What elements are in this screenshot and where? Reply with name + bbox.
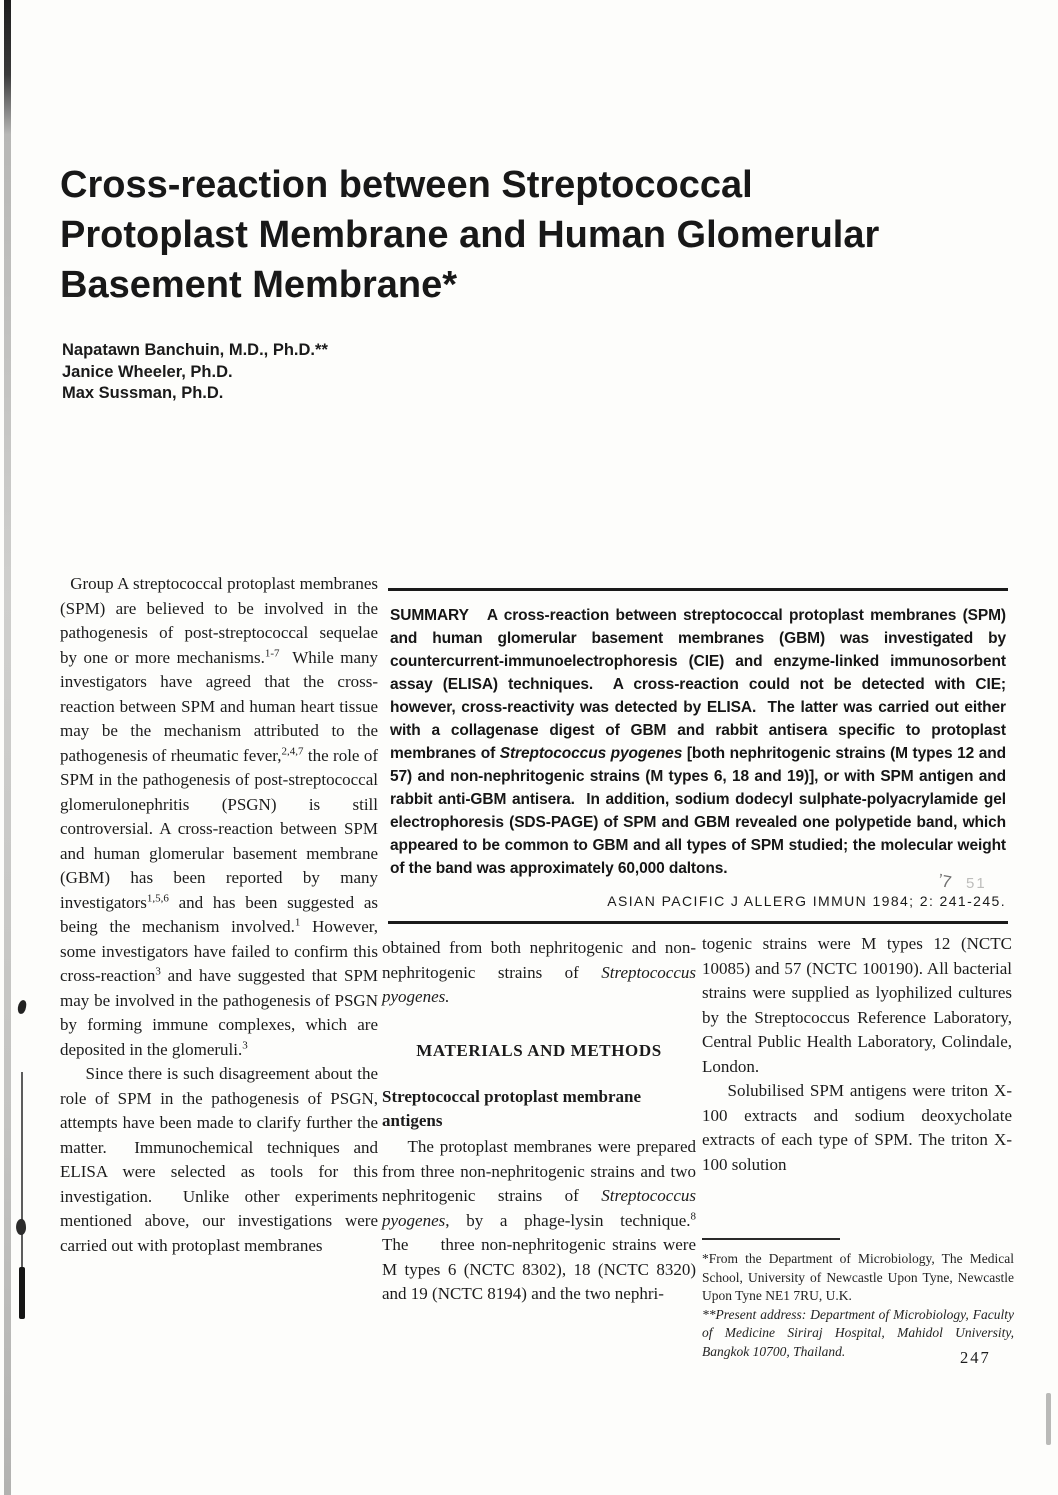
footnote-present-address: **Present address: Department of Microbiology, Faculty of Medicine Siriraj Hospital, Mahidol University, Bangkok 10700, Thailand.: [702, 1306, 1014, 1359]
article-title-line: Basement Membrane*: [60, 264, 458, 306]
summary-box: [388, 588, 1008, 924]
author-line: Max Sussman, Ph.D.: [62, 384, 224, 402]
scan-line-artifact: [21, 1072, 23, 1296]
right-column: [702, 932, 1012, 1177]
scan-edge-stripe: [4, 0, 11, 1495]
scan-ink-mark: [19, 1267, 25, 1319]
scan-ink-blob: [15, 1219, 27, 1236]
footnote-rule: [702, 1238, 840, 1240]
article-title-line: Protoplast Membrane and Human Glomerular: [60, 214, 880, 256]
summary-label: SUMMARY: [390, 607, 469, 624]
strains-paragraph: togenic strains were M types 12 (NCTC 10085) and 57 (NCTC 100190). All bacterial strains were supplied as lyophilized cultures by the Streptococcus Reference Laboratory, Central Public Health Laboratory, Colindale, London.: [702, 934, 1012, 1076]
continuation-paragraph: obtained from both nephritogenic and non-nephritogenic strains of Streptococcus pyogenes.: [382, 938, 696, 1006]
pencil-annotation: 51: [966, 875, 987, 892]
summary-body: A cross-reaction between streptococcal protoplast membranes (SPM) and human glomerular basement membranes (GBM) was investigated by countercurrent-immunoelectrophoresis (CIE) and enzyme-linked immunosorbent assay (ELISA) techniques. A cross-reaction could not be detected with CIE; however, cross-reactivity was detected by ELISA. The latter was carried out either with a collagenase digest of GBM and rabbit antisera specific to protoplast membranes of Streptococcus pyogenes [both nephritogenic strains (M types 12 and 57) and non-nephritogenic strains (M types 6, 18 and 19)], or with SPM antigen and rabbit anti-GBM antisera. In addition, sodium dodecyl sulphate-polyacrylamide gel electrophoresis (SDS-PAGE) of SPM and GBM revealed one polypetide band, which appeared to be common to GBM and all types of SPM studied; the molecular weight of the band was approximately 60,000 daltons.: [390, 607, 1006, 877]
middle-column: [382, 936, 696, 1307]
page-number: 247: [960, 1348, 991, 1367]
section-heading-materials-methods: MATERIALS AND METHODS: [416, 1040, 662, 1060]
methods-paragraph: The protoplast membranes were prepared from three non-nephritogenic strains and two nephritogenic strains of Streptococcus pyogenes, by a phage-lysin technique.$^8$ The three non-nephritogenic strains were M types 6 (NCTC 8302), 18 (NCTC 8320) and 19 (NCTC 8194) and the two nephri-: [382, 1137, 696, 1303]
pencil-annotation: ʼ7: [936, 871, 953, 893]
author-list: [62, 340, 562, 405]
summary-paragraph: [388, 604, 1008, 880]
footnote-affiliation: *From the Department of Microbiology, The Medical School, University of Newcastle Upon Tyne, Newcastle Upon Tyne NE1 7RU, U.K.: [702, 1251, 1014, 1303]
scan-ink-blob: [17, 1000, 27, 1015]
author-line: Napatawn Banchuin, M.D., Ph.D.**: [62, 341, 328, 359]
article-title: [60, 160, 1000, 310]
intro-column: [60, 572, 378, 1258]
subsection-heading-spm-antigens: Streptococcal protoplast membrane antigens: [382, 1087, 642, 1130]
scan-smudge: [1046, 1393, 1051, 1445]
antigens-paragraph: Solubilised SPM antigens were triton X-100 extracts and sodium deoxycholate extracts of each type of SPM. The triton X-100 solution: [702, 1081, 1012, 1174]
article-title-line: Cross-reaction between Streptococcal: [60, 164, 753, 206]
intro-paragraph-1: Group A streptococcal protoplast membranes (SPM) are believed to be involved in the pathogenesis of post-streptococcal sequelae by one or more mechanisms.$^{1-7}$ While many investigators have agreed that the cross-reaction between SPM and human heart tissue may be the mechanism attributed to the pathogenesis of rheumatic fever,$^{2,4,7}$ the role of SPM in the pathogenesis of post-streptococcal glomerulonephritis (PSGN) is still controversial. A cross-reaction between SPM and human glomerular basement membrane (GBM) has been reported by many investigators$^{1,5,6}$ and has been suggested as being the mechanism involved.$^1$ However, some investigators have failed to confirm this cross-reaction$^3$ and have suggested that SPM may be involved in the pathogenesis of PSGN by forming immune complexes, which are deposited in the glomeruli.$^3$: [60, 574, 379, 1059]
footnote-block: [702, 1238, 1014, 1361]
journal-citation: ASIAN PACIFIC J ALLERG IMMUN 1984; 2: 241-245.: [607, 893, 1006, 909]
intro-paragraph-2: Since there is such disagreement about the role of SPM in the pathogenesis of PSGN, attempts have been made to clarify further the matter. Immunochemical techniques and ELISA were selected as tools for this investigation. Unlike other experiments mentioned above, our investigations were carried out with protoplast membranes: [60, 1064, 378, 1255]
author-line: Janice Wheeler, Ph.D.: [62, 362, 233, 381]
footnotes: [702, 1250, 1014, 1361]
